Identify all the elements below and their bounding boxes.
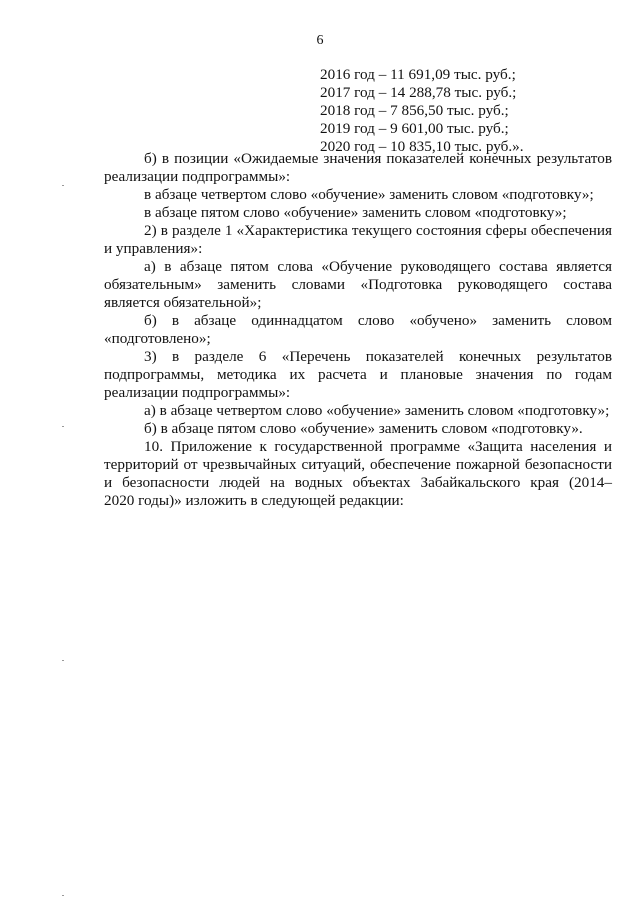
year-line: 2019 год – 9 601,00 тыс. руб.; [320,120,509,137]
margin-mark [62,185,64,186]
text-line: 2020 годы)» изложить в следующей редакции: [104,492,404,509]
text-line: б) в абзаце пятом слово «обучение» заменить словом «подготовку». [144,420,583,437]
year-line: 2017 год – 14 288,78 тыс. руб.; [320,84,517,101]
text-line: а) в абзаце четвертом слово «обучение» заменить словом «подготовку»; [144,402,610,419]
text-line: 3) в разделе 6 «Перечень показателей конечных результатов [144,348,612,365]
text-line: «подготовлено»; [104,330,211,347]
margin-mark [62,426,64,427]
page-number: 6 [316,33,324,48]
funding-by-year [320,66,524,156]
text-line: и безопасности людей на водных объектах Забайкальского края (2014– [104,474,612,491]
text-line: и управления»: [104,240,203,257]
year-line: 2016 год – 11 691,09 тыс. руб.; [320,66,516,83]
text-line: обязательным» заменить словами «Подготовка руководящего состава [104,276,612,293]
text-line: в абзаце четвертом слово «обучение» заменить словом «подготовку»; [144,186,594,203]
text-line: б) в позиции «Ожидаемые значения показателей конечных результатов [144,150,612,167]
text-line: 2) в разделе 1 «Характеристика текущего состояния сферы обеспечения [144,222,612,239]
document-body [104,150,612,510]
text-line: а) в абзаце пятом слова «Обучение руководящего состава является [144,258,612,275]
text-line: реализации подпрограммы»: [104,384,291,401]
text-line: реализации подпрограммы»: [104,168,291,185]
margin-mark [62,660,64,661]
year-line: 2018 год – 7 856,50 тыс. руб.; [320,102,509,119]
margin-mark [62,895,64,896]
text-line: подпрограммы, методика их расчета и плановые значения по годам [104,366,612,383]
text-line: территорий от чрезвычайных ситуаций, обеспечение пожарной безопасности [104,456,612,473]
text-line: в абзаце пятом слово «обучение» заменить словом «подготовку»; [144,204,567,221]
text-line: б) в абзаце одиннадцатом слово «обучено» заменить словом [144,312,612,329]
year-line: 2020 год – 10 835,10 тыс. руб.». [320,138,524,155]
text-line: является обязательной»; [104,294,262,311]
text-line: 10. Приложение к государственной программе «Защита населения и [144,438,612,455]
